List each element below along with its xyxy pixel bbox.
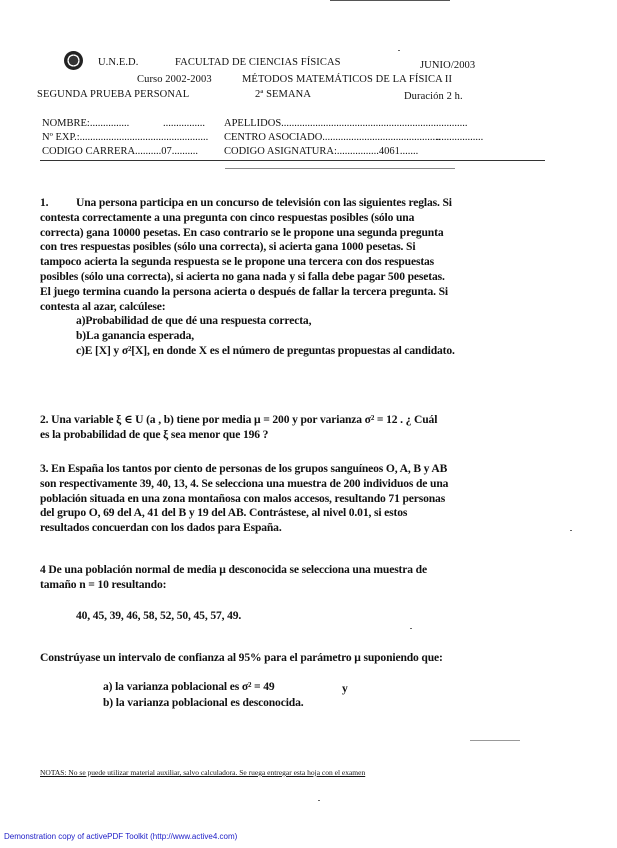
question-1 — [40, 196, 555, 359]
question-4-part-b: b) la varianza poblacional es desconocida. — [103, 696, 304, 709]
question-1-line: correcta) gana 10000 pesetas. En caso contrario se le propone una segunda pregunta — [40, 225, 444, 239]
question-1-line: posibles (sólo una correcta), si acierta no gana nada y si falla debe pagar 500 pesetas. — [40, 269, 445, 283]
header-divider — [40, 160, 545, 161]
field-nexp: Nº EXP.:................................................. — [42, 132, 209, 143]
question-1-number: 1. — [40, 196, 49, 209]
question-1-line: Una persona participa en un concurso de televisión con las siguientes reglas. Si — [76, 196, 452, 209]
exam-note — [40, 768, 365, 777]
question-4-part-a: a) la varianza poblacional es σ² = 49 — [103, 680, 275, 693]
question-2-line: 2. Una variable ξ ∈ U (a , b) tiene por media μ = 200 y por varianza σ² = 12 . ¿ Cuál — [40, 413, 438, 426]
question-3-line: población situada en una zona montañosa con malos accesos, resultando 71 personas — [40, 491, 446, 505]
subject-name: MÉTODOS MATEMÁTICOS DE LA FÍSICA II — [242, 74, 453, 85]
question-1-line: con tres respuestas posibles (sólo una correcta), si acierta gana 1000 pesetas. Si — [40, 240, 416, 254]
pdf-demo-watermark: Demonstration copy of activePDF Toolkit (http://www.active4.com) — [4, 832, 238, 841]
question-3-line: resultados concuerdan con los dados para España. — [40, 521, 282, 535]
note-text: No se puede utilizar material auxiliar, salvo calculadora. Se ruega entregar esta hoja con el examen — [66, 768, 366, 777]
question-2 — [40, 413, 555, 443]
question-2-line: es la probabilidad de que ξ sea menor que 196 ? — [40, 427, 269, 441]
top-scan-line — [330, 0, 450, 1]
field-codigo-carrera: CODIGO CARRERA..........07.......... — [42, 146, 199, 157]
scan-speck — [318, 800, 320, 801]
course-year: Curso 2002-2003 — [137, 74, 212, 85]
field-nombre-dots: ................ — [163, 118, 205, 129]
field-nombre: NOMBRE:............... — [42, 118, 130, 129]
field-centro-dots: .................. — [436, 132, 484, 143]
uned-seal-icon — [64, 51, 83, 70]
note-label: NOTAS: — [40, 768, 67, 777]
question-1-part-b: b)La ganancia esperada, — [76, 329, 194, 343]
field-apellidos: APELLIDOS....................................................................... — [224, 118, 468, 129]
question-4-data: 40, 45, 39, 46, 58, 52, 50, 45, 57, 49. — [76, 609, 242, 622]
scan-mark — [470, 740, 520, 741]
faculty-name: FACULTAD DE CIENCIAS FÍSICAS — [175, 57, 341, 68]
exam-week: 2ª SEMANA — [255, 89, 312, 100]
question-1-line: contesta al azar, calcúlese: — [40, 299, 166, 313]
question-4-part-a-y: y — [342, 682, 348, 695]
field-codigo-asignatura: CODIGO ASIGNATURA:................4061....... — [224, 146, 419, 157]
question-3-line: del grupo O, 69 del A, 41 del B y 19 del AB. Contrástese, al nivel 0.01, si estos — [40, 506, 408, 520]
question-3 — [40, 462, 555, 536]
exam-duration: Duración 2 h. — [404, 91, 463, 102]
question-1-line: contesta correctamente a una pregunta con cinco respuestas posibles (sólo una — [40, 210, 415, 224]
question-4 — [40, 563, 555, 593]
university-name: U.N.E.D. — [98, 57, 139, 68]
header-divider-faint — [225, 168, 455, 169]
question-4-line: 4 De una población normal de media μ desconocida se selecciona una muestra de — [40, 563, 427, 576]
scan-speck — [398, 50, 400, 51]
question-1-part-c: c)E [X] y σ²[X], en donde X es el número de preguntas propuestas al candidato. — [76, 343, 455, 357]
question-1-line: El juego termina cuando la persona acierta o después de fallar la tercera pregunta. Si — [40, 284, 448, 298]
exam-date: JUNIO/2003 — [420, 60, 476, 71]
question-3-line: 3. En España los tantos por ciento de personas de los grupos sanguíneos O, A, B y AB — [40, 462, 448, 475]
exam-title: SEGUNDA PRUEBA PERSONAL — [37, 89, 190, 100]
question-1-line: tampoco acierta la segunda respuesta se le propone una tercera con dos respuestas — [40, 255, 435, 269]
scan-speck — [410, 628, 412, 629]
question-4-line: tamaño n = 10 resultando: — [40, 577, 167, 591]
question-1-part-a: a)Probabilidad de que dé una respuesta correcta, — [76, 314, 312, 328]
field-centro: CENTRO ASOCIADO............................................. — [224, 132, 441, 143]
scan-speck — [570, 530, 572, 531]
question-3-line: son respectivamente 39, 40, 13, 4. Se selecciona una muestra de 200 individuos de una — [40, 476, 449, 490]
question-4-instruction: Constrúyase un intervalo de confianza al 95% para el parámetro μ suponiendo que: — [40, 651, 443, 664]
